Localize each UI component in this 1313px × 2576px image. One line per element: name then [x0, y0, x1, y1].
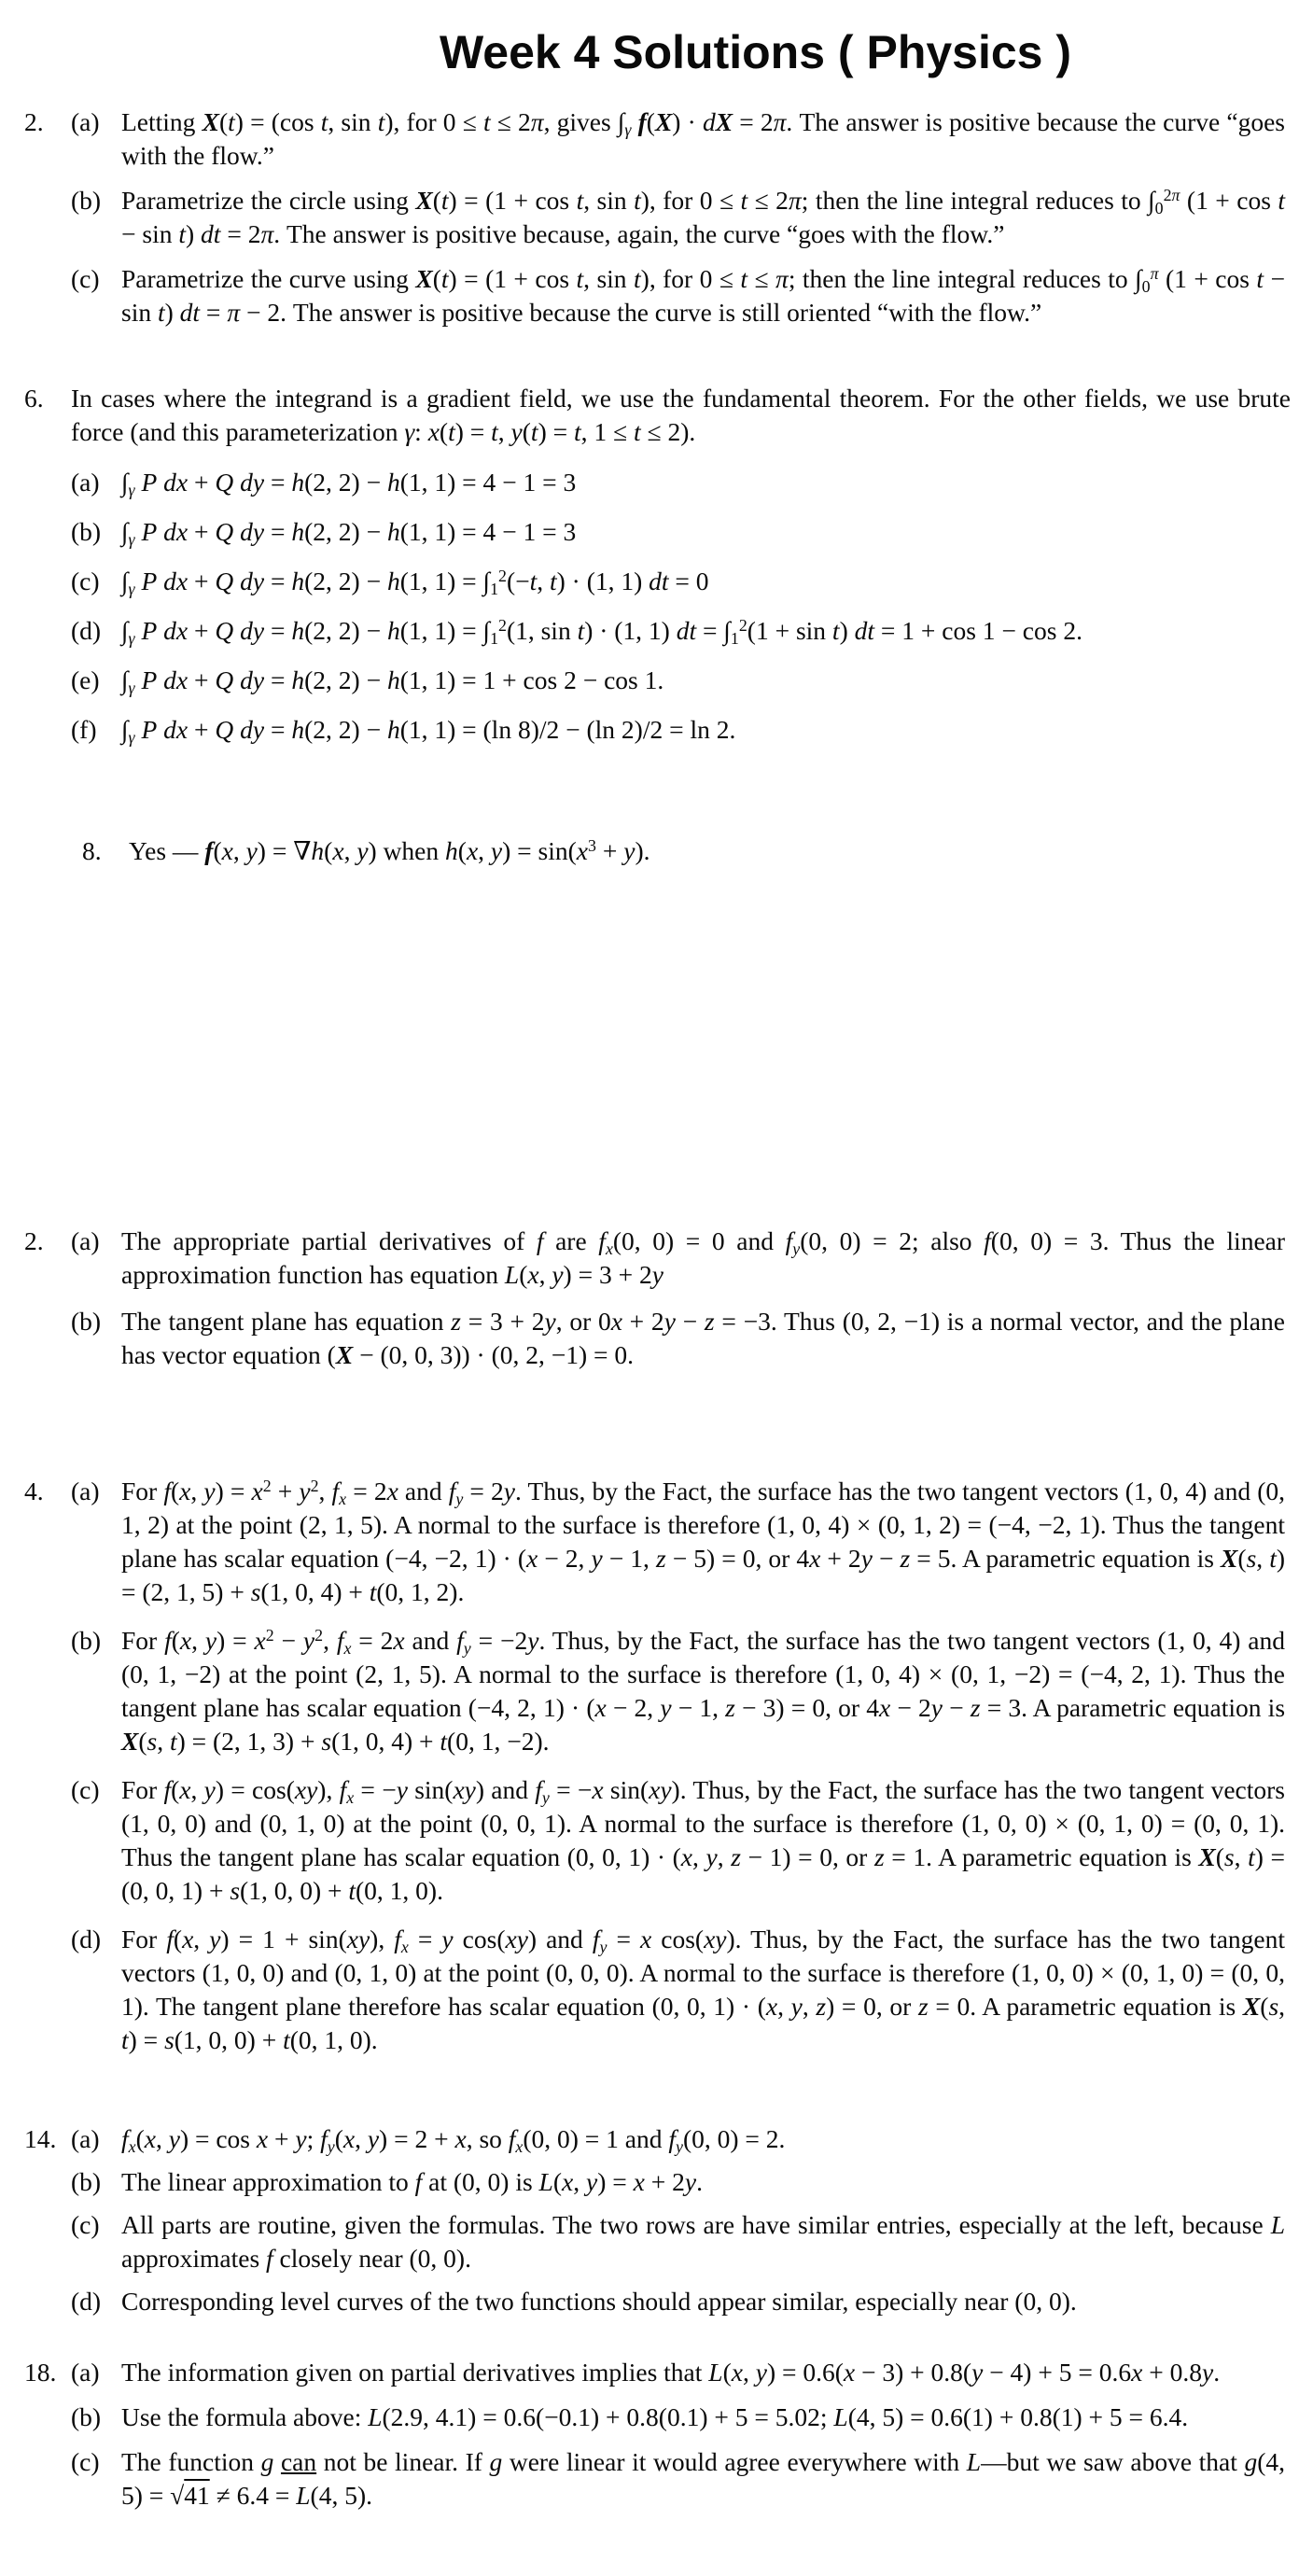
part-label: (c): [71, 2210, 100, 2239]
part-text: The information given on partial derivatives implies that L(x, y) = 0.6(x − 3) + 0.8(y − 4) + 5 = 0.6x + 0.8y.: [121, 2358, 1221, 2387]
problem-body: [71, 382, 1291, 747]
part-label: (a): [71, 1226, 100, 1255]
problem-number: 4.: [24, 1477, 44, 1505]
problem-block: [24, 1225, 1291, 1372]
part-text: ∫γ P dx + Q dy = h(2, 2) − h(1, 1) = (ln 8)/2 − (ln 2)/2 = ln 2.: [121, 715, 736, 747]
part-text: For f(x, $y) = x^2 + y^2$, fx = 2x and fy = 2y. Thus, by the Fact, the surface has the two tangent vectors (1, 0, 4) and (0, 1, 2) at the point (2, 1, 5). A normal to the surface is therefore (1, 0, 4) × (0, 1, 2) = (−4, −2, 1). Thus the tangent plane has scalar equation (−4, −2, 1) · (x − 2, y − 1, z − 5) = 0, or 4x + 2y − z = 5. A parametric equation is X(s, t) = (2, 1, 5) + s(1, 0, 4) + t(0, 1, 2).: [121, 1477, 1286, 1606]
problem-number: 6.: [24, 384, 44, 413]
part-text: Corresponding level curves of the two functions should appear similar, especially near (0, 0).: [121, 2287, 1077, 2316]
part-text: ∫γ P dx + Q dy = h(2, 2) − h(1, 1) = 4 − 1 = 3: [121, 468, 577, 499]
part-text: For f(x, $y) = x^2 - y^2$, fx = 2x and fy = −2y. Thus, by the Fact, the surface has the two tangent vectors (1, 0, 4) and (0, 1, −2) at the point (2, 1, 5). A normal to the surface is therefore (1, 0, 4) × (0, 1, −2) = (−4, 2, 1). Thus the tangent plane has scalar equation (−4, 2, 1) · (x − 2, y − 1, z − 3) = 0, or 4x − 2y − z = 3. A parametric equation is X(s, t) = (2, 1, 3) + s(1, 0, 4) + t(0, 1, −2).: [121, 1626, 1286, 1756]
part-label: (a): [71, 2358, 100, 2387]
problem-body: [129, 834, 1291, 885]
problem-part: [71, 1475, 1291, 1609]
part-label: (a): [71, 1477, 100, 1505]
part-text: All parts are routine, given the formulas. The two rows are have similar entries, especially at the left, because L approximates f closely near (0, 0).: [121, 2210, 1285, 2273]
problem-body: [71, 105, 1291, 329]
problem-block: [24, 2122, 1291, 2318]
part-text: Use the formula above: L(2.9, 4.1) = 0.6(−0.1) + 0.8(0.1) + 5 = 5.02; L(4, 5) = 0.6(1) + 0.8(1) + 5 = 6.4.: [121, 2402, 1189, 2431]
problem-parts: [71, 1225, 1291, 1372]
part-label: (c): [71, 264, 100, 293]
page-title: Week 4 Solutions ( Physics ): [439, 26, 1072, 78]
problem-part: [71, 2165, 1291, 2199]
part-label: (b): [71, 2167, 102, 2196]
part-label: (b): [71, 1626, 102, 1655]
problem-part: [71, 184, 1291, 251]
part-label: (d): [71, 616, 102, 645]
problem-part: [71, 2401, 1291, 2434]
part-text: Parametrize the curve using X(t) = (1 + cos t, sin t), for 0 ≤ t ≤ π; then the line integral reduces to $\int 0^\pi$ (1 + cos t − sin t) dt = π − 2. The answer is positive because the curve is still oriented “with the flow.”: [121, 264, 1286, 327]
problem-number: 8.: [82, 836, 102, 865]
part-label: (c): [71, 567, 100, 595]
problem-parts: [71, 105, 1291, 329]
problem-part: [71, 466, 1291, 499]
problem-part: [71, 1773, 1291, 1908]
problem-part: [71, 2445, 1291, 2513]
problem-part: [71, 2208, 1291, 2275]
problem-block: [24, 1475, 1291, 2057]
problem-body: [71, 1225, 1291, 1372]
part-label: (b): [71, 186, 102, 215]
problem-intro: In cases where the integrand is a gradient field, we use the fundamental theorem. For the other fields, we use brute force (and this parameterization γ: x(t) = t, y(t) = t, 1 ≤ t ≤ 2).: [71, 384, 1291, 446]
problem-part: [71, 713, 1291, 747]
part-label: (e): [71, 665, 100, 694]
part-text: ∫γ P dx + Q dy = h(2, 2) − h(1, 1) = 4 − 1 = 3: [121, 517, 577, 549]
problem-block: [24, 2356, 1291, 2513]
problem-part: [71, 2122, 1291, 2156]
part-text: For f(x, y) = cos(xy), fx = −y sin(xy) and fy = −x sin(xy). Thus, by the Fact, the surface has the two tangent vectors (1, 0, 0) and (0, 1, 0) at the point (0, 0, 1). A normal to the surface is therefore (1, 0, 0) × (0, 1, 0) = (0, 0, 1). Thus the tangent plane has scalar equation (0, 0, 1) · (x, y, z − 1) = 0, or z = 1. A parametric equation is X(s, t) = (0, 0, 1) + s(1, 0, 0) + t(0, 1, 0).: [121, 1775, 1286, 1905]
problem-block: [24, 105, 1291, 329]
part-text: For f(x, y) = 1 + sin(xy), fx = y cos(xy) and fy = x cos(xy). Thus, by the Fact, the surface has the two tangent vectors (1, 0, 0) and (0, 1, 0) at the point (0, 0, 0). A normal to the surface is therefore (1, 0, 0) × (0, 1, 0) = (0, 0, 1). The tangent plane therefore has scalar equation (0, 0, 1) · (x, y, z) = 0, or z = 0. A parametric equation is X(s, t) = s(1, 0, 0) + t(0, 1, 0).: [121, 1925, 1286, 2054]
part-text: The tangent plane has equation z = 3 + 2y, or 0x + 2y − z = −3. Thus (0, 2, −1) is a normal vector, and the plane has vector equation (X − (0, 0, 3)) · (0, 2, −1) = 0.: [121, 1307, 1285, 1369]
part-text: ∫γ P dx + Q dy = h(2, 2) − h(1, 1) = 1 + cos 2 − cos 1.: [121, 665, 664, 697]
problem-part: [71, 1225, 1291, 1292]
part-label: (c): [71, 1775, 100, 1804]
problem-part: [71, 2285, 1291, 2318]
part-text: fx(x, y) = cos x + y; fy(x, y) = 2 + x, so fx(0, 0) = 1 and fy(0, 0) = 2.: [121, 2124, 786, 2156]
problem-part: [71, 515, 1291, 549]
problem-part: [71, 1305, 1291, 1372]
part-label: (b): [71, 2402, 102, 2431]
problem-part: [71, 105, 1291, 173]
problem-part: [71, 1624, 1291, 1758]
problem-parts: [71, 466, 1291, 747]
problem-number: 2.: [24, 1226, 44, 1255]
part-label: (a): [71, 2124, 100, 2153]
problem-body: [71, 2356, 1291, 2513]
problem-body: [71, 2122, 1291, 2318]
problem-block: [24, 382, 1291, 747]
part-label: (b): [71, 1307, 102, 1336]
part-label: (a): [71, 468, 100, 497]
part-text: ∫γ P dx + Q dy = h(2, 2) − h(1, $1) = \int 1^2(-t$, t) · (1, 1) dt = 0: [121, 567, 709, 598]
part-text: The function g can not be linear. If g were linear it would agree everywhere with L—but we saw above that g(4, 5) = √41 ≠ 6.4 = L(4, 5).: [121, 2447, 1286, 2510]
problem-part: [71, 262, 1291, 329]
problem-block: [24, 834, 1291, 885]
problem-body: [71, 1475, 1291, 2057]
problem-part: [71, 565, 1291, 598]
part-text: Letting X(t) = (cos t, sin t), for 0 ≤ t ≤ 2π, gives ∫γ f(X) · dX = 2π. The answer is positive because the curve “goes with the flow.”: [121, 107, 1285, 170]
problem-parts: [71, 1475, 1291, 2057]
part-label: (d): [71, 2287, 102, 2316]
part-label: (f): [71, 715, 97, 744]
problems-container: [24, 105, 1291, 2513]
part-text: The linear approximation to f at (0, 0) is L(x, y) = x + 2y.: [121, 2167, 703, 2196]
part-label: (b): [71, 517, 102, 546]
problem-number: 18.: [24, 2358, 57, 2387]
problem-part: [71, 614, 1291, 648]
problem-part: [71, 1923, 1291, 2057]
problem-number: 14.: [24, 2124, 57, 2153]
problem-part: [71, 2356, 1291, 2389]
part-label: (d): [71, 1925, 102, 1953]
problem-number: 2.: [24, 107, 44, 136]
part-label: (c): [71, 2447, 100, 2476]
part-text: ∫γ P dx + Q dy = h(2, 2) − h(1, $1) = \int 1^2(1$, sin t) · (1, 1) dt = $\int 1^2(1 + \sin t)$ dt = 1 + cos 1 − cos 2.: [121, 616, 1083, 648]
problem-intro: Yes — f(x, y) = ∇h(x, y) when h(x, $y) = \sin(x^3 + y)$.: [129, 836, 650, 865]
problem-parts: [71, 2122, 1291, 2318]
part-text: The appropriate partial derivatives of f are fx(0, 0) = 0 and fy(0, 0) = 2; also f(0, 0) = 3. Thus the linear approximation function has equation L(x, y) = 3 + 2y: [121, 1226, 1286, 1289]
problem-part: [71, 664, 1291, 697]
part-label: (a): [71, 107, 100, 136]
problem-parts: [71, 2356, 1291, 2513]
part-text: Parametrize the circle using X(t) = (1 + cos t, sin t), for 0 ≤ t ≤ 2π; then the line integral reduces to $\int 0^{2\pi}$ (1 + cos t − sin t) dt = 2π. The answer is positive because, again, the curve “goes with the flow.”: [121, 186, 1286, 248]
